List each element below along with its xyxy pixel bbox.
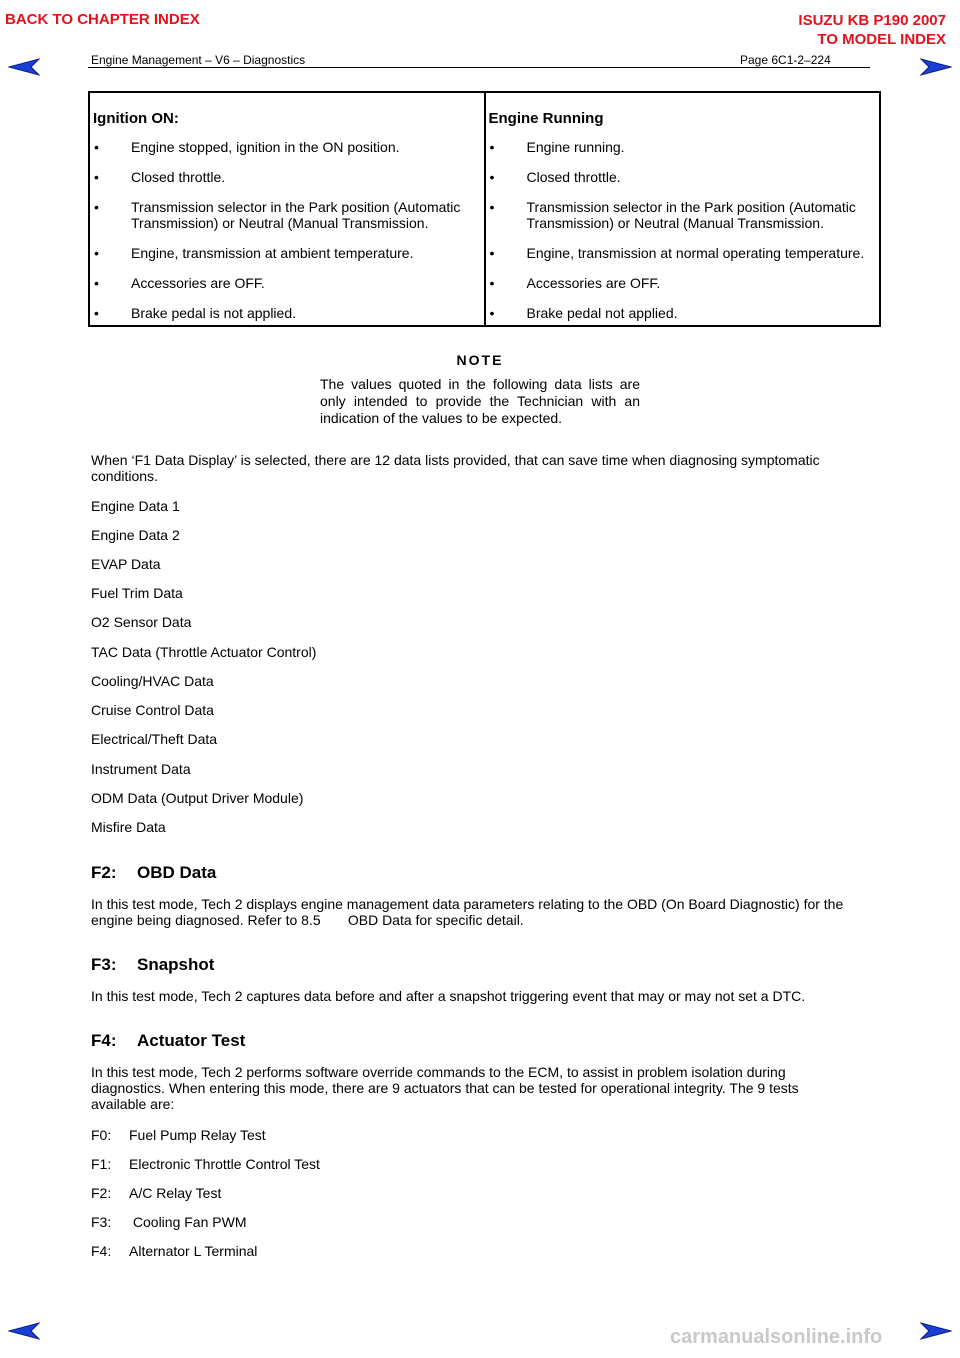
data-list-item: Cruise Control Data [91, 702, 214, 718]
actuator-test-item: F4: Alternator L Terminal [91, 1243, 258, 1259]
list-item: • Closed throttle. [94, 169, 226, 185]
model-index-label: TO MODEL INDEX [817, 31, 946, 48]
arrow-left-icon[interactable] [8, 58, 40, 76]
ignition-on-column [89, 92, 485, 326]
list-item: • Brake pedal not applied. [489, 305, 678, 321]
actuator-test-item: F3: Cooling Fan PWM [91, 1214, 247, 1230]
list-item: • Accessories are OFF. [94, 275, 265, 291]
section-heading-f3: F3: Snapshot [91, 955, 215, 974]
arrow-right-icon[interactable] [920, 1322, 952, 1340]
engine-running-column [485, 92, 881, 326]
header-rule [88, 67, 870, 68]
list-item: • Transmission selector in the Park position (Automatic Transmission) or Neutral (Manual Transmission. [489, 199, 856, 231]
data-list-item: ODM Data (Output Driver Module) [91, 790, 304, 806]
column-heading: Engine Running [488, 110, 604, 127]
arrow-right-icon[interactable] [920, 58, 952, 76]
actuator-test-item: F1: Electronic Throttle Control Test [91, 1156, 320, 1172]
list-item: • Engine stopped, ignition in the ON position. [94, 139, 400, 155]
watermark: carmanualsonline.info [670, 1326, 883, 1348]
f1-intro: When ‘F1 Data Display’ is selected, there are 12 data lists provided, that can save time when diagnosing symptomatic conditions. [91, 452, 820, 484]
f3-body: In this test mode, Tech 2 captures data before and after a snapshot triggering event that may or may not set a DTC. [91, 988, 806, 1004]
test-conditions-table [88, 91, 881, 327]
data-list-item: Misfire Data [91, 819, 166, 835]
actuator-test-item: F0: Fuel Pump Relay Test [91, 1127, 266, 1143]
data-list-item: Cooling/HVAC Data [91, 673, 214, 689]
list-item: • Engine, transmission at normal operating temperature. [489, 245, 865, 261]
data-list-item: Engine Data 2 [91, 527, 180, 543]
list-item: • Transmission selector in the Park position (Automatic Transmission) or Neutral (Manual Transmission. [94, 199, 461, 231]
list-item: • Engine running. [489, 139, 625, 155]
note-title: NOTE [456, 352, 504, 368]
to-model-index-link[interactable] [798, 11, 946, 49]
back-to-chapter-index-link[interactable]: BACK TO CHAPTER INDEX [5, 11, 200, 28]
list-item: • Engine, transmission at ambient temperature. [94, 245, 414, 261]
page-number: Page 6C1-2–224 [740, 53, 831, 67]
data-list-item: Electrical/Theft Data [91, 731, 218, 747]
list-item: • Closed throttle. [489, 169, 621, 185]
data-list-item: Engine Data 1 [91, 498, 180, 514]
data-list-item: EVAP Data [91, 556, 161, 572]
list-item: • Accessories are OFF. [489, 275, 661, 291]
section-heading-f4: F4: Actuator Test [91, 1031, 246, 1050]
model-title: ISUZU KB P190 2007 [798, 12, 946, 29]
section-heading-f2: F2: OBD Data [91, 863, 217, 882]
data-list-item: TAC Data (Throttle Actuator Control) [91, 644, 317, 660]
actuator-test-item: F2: A/C Relay Test [91, 1185, 222, 1201]
note-body: The values quoted in the following data lists are only intended to provide the Technician with an indication of the values to be expected. [320, 376, 640, 426]
f2-body: In this test mode, Tech 2 displays engine management data parameters relating to the OBD (On Board Diagnostic) for the engine being diagnosed. Refer to 8.5 OBD Data for specific detail. [91, 896, 848, 928]
list-item: • Brake pedal is not applied. [94, 305, 296, 321]
data-list-item: Instrument Data [91, 761, 191, 777]
data-list-item: Fuel Trim Data [91, 585, 183, 601]
arrow-left-icon[interactable] [8, 1322, 40, 1340]
data-list-item: O2 Sensor Data [91, 614, 192, 630]
f4-body: In this test mode, Tech 2 performs software override commands to the ECM, to assist in problem isolation during diagnostics. When entering this mode, there are 9 actuators that can be tested for operational integrity. The 9 tests available are: [91, 1064, 799, 1112]
column-heading: Ignition ON: [93, 110, 179, 127]
page-header-title: Engine Management – V6 – Diagnostics [91, 53, 306, 67]
